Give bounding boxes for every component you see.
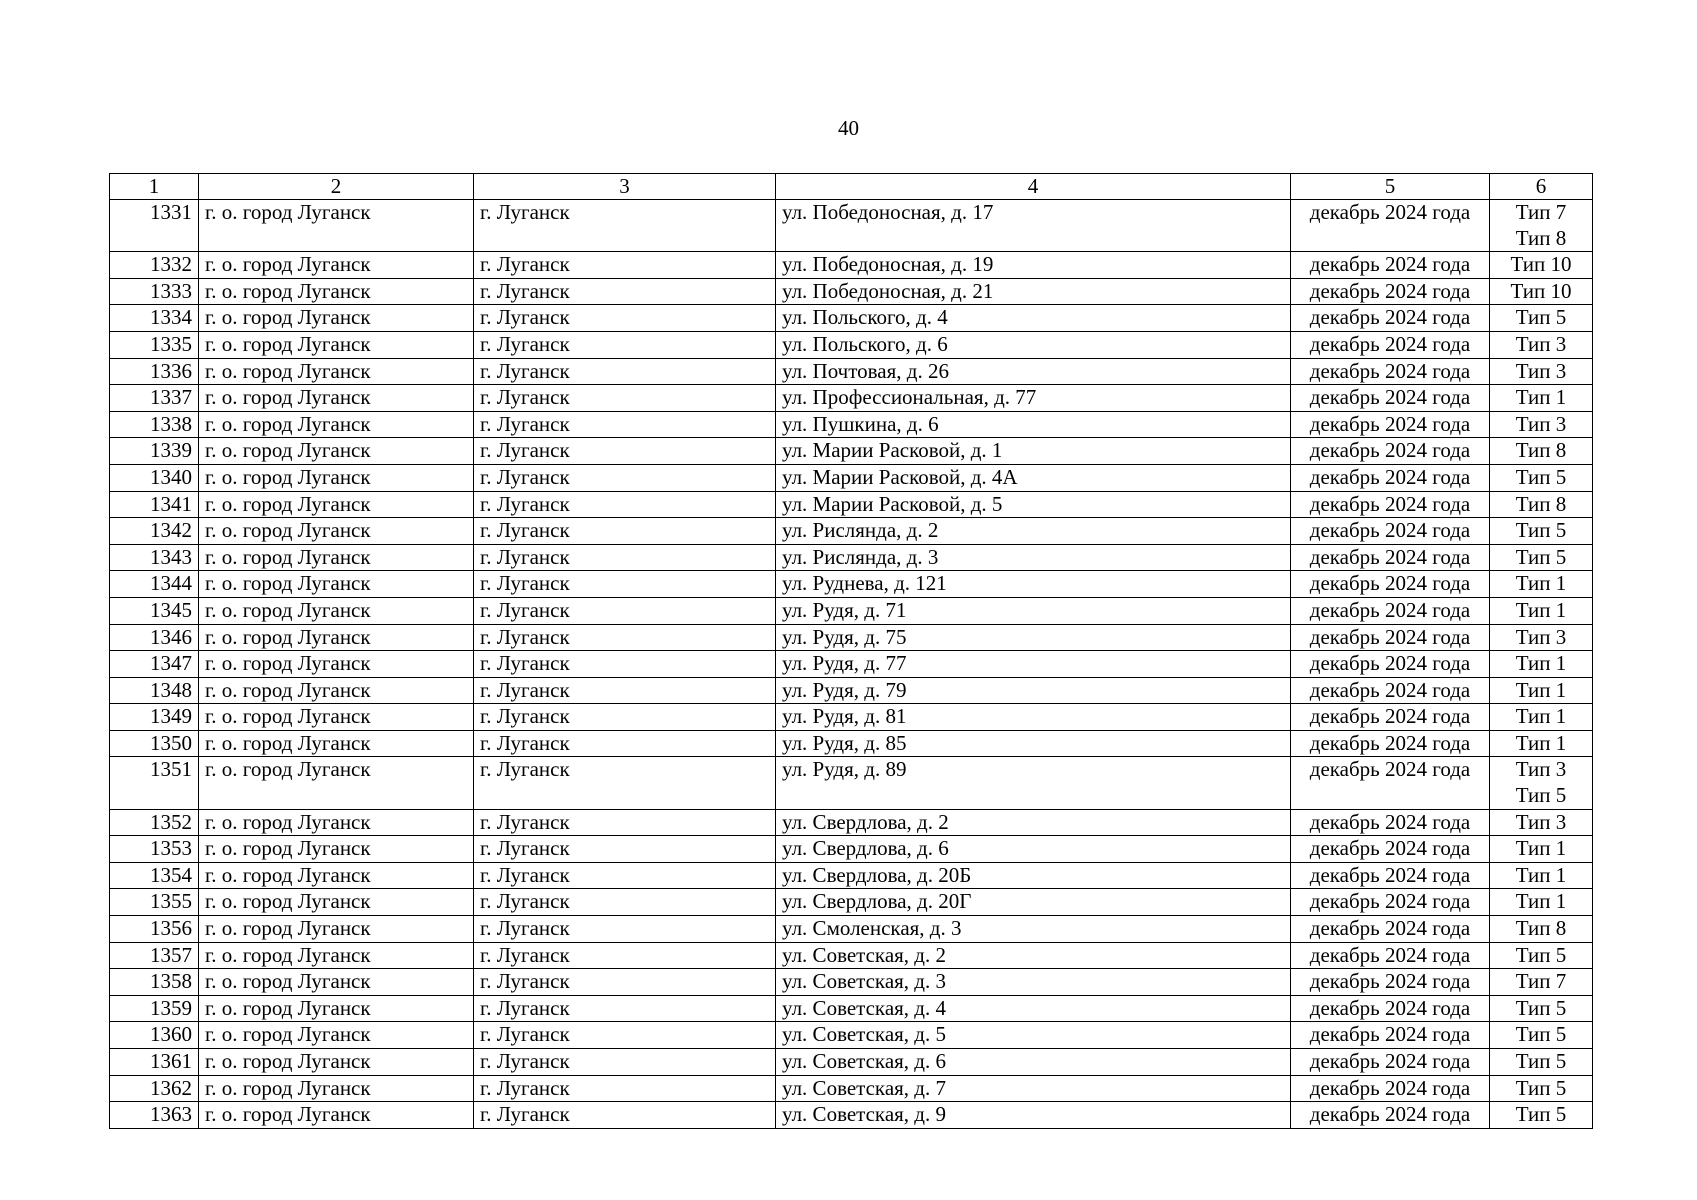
type-cell xyxy=(1490,651,1593,678)
address-cell: ул. Марии Расковой, д. 1 xyxy=(776,438,1291,465)
type-value: Тип 1 xyxy=(1515,704,1567,729)
table-row xyxy=(110,385,1593,412)
date-cell: декабрь 2024 года xyxy=(1291,491,1490,518)
date-cell: декабрь 2024 года xyxy=(1291,757,1490,809)
city-cell: г. Луганск xyxy=(474,677,776,704)
header-row xyxy=(110,174,1593,200)
address-cell: ул. Победоносная, д. 21 xyxy=(776,278,1291,305)
type-cell xyxy=(1490,438,1593,465)
type-value: Тип 5 xyxy=(1515,783,1567,808)
date-cell: декабрь 2024 года xyxy=(1291,464,1490,491)
type-cell xyxy=(1490,597,1593,624)
row-number-cell: 1356 xyxy=(110,916,199,943)
type-value: Тип 5 xyxy=(1515,1075,1567,1100)
district-cell: г. о. город Луганск xyxy=(199,491,474,518)
row-number-cell: 1354 xyxy=(110,862,199,889)
address-cell: ул. Рудя, д. 71 xyxy=(776,597,1291,624)
date-cell: декабрь 2024 года xyxy=(1291,1102,1490,1129)
type-value: Тип 10 xyxy=(1510,252,1572,277)
date-cell: декабрь 2024 года xyxy=(1291,1075,1490,1102)
row-number-cell: 1331 xyxy=(110,200,199,252)
table-row xyxy=(110,544,1593,571)
column-header-6: 6 xyxy=(1490,174,1593,200)
city-cell: г. Луганск xyxy=(474,651,776,678)
date-cell: декабрь 2024 года xyxy=(1291,385,1490,412)
type-value: Тип 1 xyxy=(1515,597,1567,622)
row-number-cell: 1357 xyxy=(110,942,199,969)
date-cell: декабрь 2024 года xyxy=(1291,889,1490,916)
district-cell: г. о. город Луганск xyxy=(199,278,474,305)
city-cell: г. Луганск xyxy=(474,809,776,836)
row-number-cell: 1348 xyxy=(110,677,199,704)
table-row xyxy=(110,305,1593,332)
table-header xyxy=(110,174,1593,200)
table-row xyxy=(110,757,1593,809)
address-cell: ул. Руднева, д. 121 xyxy=(776,571,1291,598)
address-cell: ул. Советская, д. 6 xyxy=(776,1049,1291,1076)
date-cell: декабрь 2024 года xyxy=(1291,438,1490,465)
type-cell xyxy=(1490,278,1593,305)
district-cell: г. о. город Луганск xyxy=(199,1022,474,1049)
date-cell: декабрь 2024 года xyxy=(1291,571,1490,598)
type-value: Тип 1 xyxy=(1515,677,1567,702)
type-value: Тип 8 xyxy=(1515,916,1567,941)
city-cell: г. Луганск xyxy=(474,836,776,863)
city-cell: г. Луганск xyxy=(474,358,776,385)
row-number-cell: 1346 xyxy=(110,624,199,651)
district-cell: г. о. город Луганск xyxy=(199,651,474,678)
type-value: Тип 1 xyxy=(1515,862,1567,887)
city-cell: г. Луганск xyxy=(474,411,776,438)
type-cell xyxy=(1490,730,1593,757)
district-cell: г. о. город Луганск xyxy=(199,995,474,1022)
row-number-cell: 1336 xyxy=(110,358,199,385)
type-cell xyxy=(1490,1049,1593,1076)
type-value: Тип 1 xyxy=(1515,889,1567,914)
type-cell xyxy=(1490,624,1593,651)
date-cell: декабрь 2024 года xyxy=(1291,518,1490,545)
district-cell: г. о. город Луганск xyxy=(199,518,474,545)
table-row xyxy=(110,704,1593,731)
address-cell: ул. Польского, д. 4 xyxy=(776,305,1291,332)
type-cell xyxy=(1490,862,1593,889)
table-body xyxy=(110,200,1593,1129)
address-cell: ул. Рислянда, д. 3 xyxy=(776,544,1291,571)
type-value: Тип 3 xyxy=(1515,358,1567,383)
district-cell: г. о. город Луганск xyxy=(199,889,474,916)
city-cell: г. Луганск xyxy=(474,200,776,252)
date-cell: декабрь 2024 года xyxy=(1291,1049,1490,1076)
table-row xyxy=(110,252,1593,279)
date-cell: декабрь 2024 года xyxy=(1291,278,1490,305)
column-header-3: 3 xyxy=(474,174,776,200)
date-cell: декабрь 2024 года xyxy=(1291,730,1490,757)
date-cell: декабрь 2024 года xyxy=(1291,358,1490,385)
date-cell: декабрь 2024 года xyxy=(1291,624,1490,651)
table-row xyxy=(110,464,1593,491)
city-cell: г. Луганск xyxy=(474,1049,776,1076)
address-cell: ул. Рудя, д. 85 xyxy=(776,730,1291,757)
type-value: Тип 5 xyxy=(1515,1049,1567,1073)
city-cell: г. Луганск xyxy=(474,624,776,651)
type-value: Тип 1 xyxy=(1515,651,1567,676)
district-cell: г. о. город Луганск xyxy=(199,305,474,332)
type-cell xyxy=(1490,704,1593,731)
table-row xyxy=(110,942,1593,969)
address-cell: ул. Победоносная, д. 19 xyxy=(776,252,1291,279)
table-row xyxy=(110,862,1593,889)
date-cell: декабрь 2024 года xyxy=(1291,544,1490,571)
page-number: 40 xyxy=(838,116,859,140)
address-cell: ул. Победоносная, д. 17 xyxy=(776,200,1291,252)
type-value: Тип 3 xyxy=(1515,809,1567,834)
column-header-5: 5 xyxy=(1291,174,1490,200)
table-row xyxy=(110,331,1593,358)
type-value: Тип 5 xyxy=(1515,518,1567,543)
district-cell: г. о. город Луганск xyxy=(199,252,474,279)
date-cell: декабрь 2024 года xyxy=(1291,969,1490,996)
type-value: Тип 3 xyxy=(1515,624,1567,649)
row-number-cell: 1355 xyxy=(110,889,199,916)
type-value: Тип 7 xyxy=(1515,969,1567,994)
table-row xyxy=(110,438,1593,465)
type-value: Тип 1 xyxy=(1515,571,1567,596)
row-number-cell: 1352 xyxy=(110,809,199,836)
table-row xyxy=(110,889,1593,916)
type-cell xyxy=(1490,836,1593,863)
district-cell: г. о. город Луганск xyxy=(199,358,474,385)
district-cell: г. о. город Луганск xyxy=(199,411,474,438)
address-cell: ул. Советская, д. 3 xyxy=(776,969,1291,996)
city-cell: г. Луганск xyxy=(474,491,776,518)
type-cell xyxy=(1490,252,1593,279)
row-number-cell: 1349 xyxy=(110,704,199,731)
type-value: Тип 5 xyxy=(1515,942,1567,967)
type-cell xyxy=(1490,464,1593,491)
row-number-cell: 1335 xyxy=(110,331,199,358)
type-value: Тип 3 xyxy=(1515,757,1567,782)
date-cell: декабрь 2024 года xyxy=(1291,995,1490,1022)
table-row xyxy=(110,278,1593,305)
city-cell: г. Луганск xyxy=(474,597,776,624)
address-cell: ул. Советская, д. 5 xyxy=(776,1022,1291,1049)
date-cell: декабрь 2024 года xyxy=(1291,411,1490,438)
date-cell: декабрь 2024 года xyxy=(1291,916,1490,943)
district-cell: г. о. город Луганск xyxy=(199,677,474,704)
date-cell: декабрь 2024 года xyxy=(1291,305,1490,332)
type-value: Тип 5 xyxy=(1515,1022,1567,1047)
row-number-cell: 1340 xyxy=(110,464,199,491)
date-cell: декабрь 2024 года xyxy=(1291,836,1490,863)
city-cell: г. Луганск xyxy=(474,916,776,943)
type-value: Тип 5 xyxy=(1515,305,1567,330)
table-row xyxy=(110,1075,1593,1102)
district-cell: г. о. город Луганск xyxy=(199,571,474,598)
date-cell: декабрь 2024 года xyxy=(1291,862,1490,889)
district-cell: г. о. город Луганск xyxy=(199,862,474,889)
city-cell: г. Луганск xyxy=(474,757,776,809)
address-cell: ул. Польского, д. 6 xyxy=(776,331,1291,358)
district-cell: г. о. город Луганск xyxy=(199,1049,474,1076)
table-row xyxy=(110,995,1593,1022)
city-cell: г. Луганск xyxy=(474,571,776,598)
address-cell: ул. Рудя, д. 77 xyxy=(776,651,1291,678)
address-cell: ул. Советская, д. 4 xyxy=(776,995,1291,1022)
table-row xyxy=(110,491,1593,518)
address-cell: ул. Смоленская, д. 3 xyxy=(776,916,1291,943)
city-cell: г. Луганск xyxy=(474,385,776,412)
city-cell: г. Луганск xyxy=(474,1022,776,1049)
type-value: Тип 7 xyxy=(1515,200,1567,224)
type-value: Тип 5 xyxy=(1515,995,1567,1020)
date-cell: декабрь 2024 года xyxy=(1291,942,1490,969)
district-cell: г. о. город Луганск xyxy=(199,464,474,491)
row-number-cell: 1363 xyxy=(110,1102,199,1129)
row-number-cell: 1345 xyxy=(110,597,199,624)
district-cell: г. о. город Луганск xyxy=(199,942,474,969)
address-cell: ул. Профессиональная, д. 77 xyxy=(776,385,1291,412)
table-row xyxy=(110,730,1593,757)
date-cell: декабрь 2024 года xyxy=(1291,1022,1490,1049)
address-cell: ул. Советская, д. 2 xyxy=(776,942,1291,969)
type-value: Тип 1 xyxy=(1515,385,1567,410)
type-cell xyxy=(1490,1075,1593,1102)
type-value: Тип 3 xyxy=(1515,331,1567,356)
table-row xyxy=(110,836,1593,863)
type-value: Тип 5 xyxy=(1515,1102,1567,1127)
district-cell: г. о. город Луганск xyxy=(199,438,474,465)
row-number-cell: 1343 xyxy=(110,544,199,571)
city-cell: г. Луганск xyxy=(474,331,776,358)
address-cell: ул. Почтовая, д. 26 xyxy=(776,358,1291,385)
table-row xyxy=(110,200,1593,252)
date-cell: декабрь 2024 года xyxy=(1291,331,1490,358)
city-cell: г. Луганск xyxy=(474,518,776,545)
city-cell: г. Луганск xyxy=(474,438,776,465)
table-row xyxy=(110,597,1593,624)
type-cell xyxy=(1490,916,1593,943)
type-cell xyxy=(1490,411,1593,438)
row-number-cell: 1338 xyxy=(110,411,199,438)
type-cell xyxy=(1490,969,1593,996)
row-number-cell: 1333 xyxy=(110,278,199,305)
row-number-cell: 1360 xyxy=(110,1022,199,1049)
address-cell: ул. Свердлова, д. 2 xyxy=(776,809,1291,836)
address-cell: ул. Свердлова, д. 6 xyxy=(776,836,1291,863)
column-header-4: 4 xyxy=(776,174,1291,200)
row-number-cell: 1359 xyxy=(110,995,199,1022)
type-value: Тип 1 xyxy=(1515,836,1567,861)
date-cell: декабрь 2024 года xyxy=(1291,651,1490,678)
row-number-cell: 1353 xyxy=(110,836,199,863)
city-cell: г. Луганск xyxy=(474,1102,776,1129)
city-cell: г. Луганск xyxy=(474,889,776,916)
date-cell: декабрь 2024 года xyxy=(1291,809,1490,836)
district-cell: г. о. город Луганск xyxy=(199,597,474,624)
table-row xyxy=(110,571,1593,598)
type-cell xyxy=(1490,677,1593,704)
district-cell: г. о. город Луганск xyxy=(199,969,474,996)
table-row xyxy=(110,1102,1593,1129)
address-cell: ул. Марии Расковой, д. 5 xyxy=(776,491,1291,518)
type-cell xyxy=(1490,889,1593,916)
type-cell xyxy=(1490,1102,1593,1129)
type-cell xyxy=(1490,385,1593,412)
city-cell: г. Луганск xyxy=(474,704,776,731)
district-cell: г. о. город Луганск xyxy=(199,385,474,412)
city-cell: г. Луганск xyxy=(474,544,776,571)
district-cell: г. о. город Луганск xyxy=(199,704,474,731)
type-value: Тип 5 xyxy=(1515,544,1567,569)
column-header-2: 2 xyxy=(199,174,474,200)
address-cell: ул. Свердлова, д. 20Б xyxy=(776,862,1291,889)
table-row xyxy=(110,624,1593,651)
registry-table xyxy=(109,173,1593,1129)
date-cell: декабрь 2024 года xyxy=(1291,252,1490,279)
row-number-cell: 1334 xyxy=(110,305,199,332)
type-cell xyxy=(1490,809,1593,836)
type-value: Тип 8 xyxy=(1515,491,1567,516)
district-cell: г. о. город Луганск xyxy=(199,331,474,358)
row-number-cell: 1337 xyxy=(110,385,199,412)
type-cell xyxy=(1490,995,1593,1022)
row-number-cell: 1339 xyxy=(110,438,199,465)
city-cell: г. Луганск xyxy=(474,995,776,1022)
address-cell: ул. Рудя, д. 75 xyxy=(776,624,1291,651)
type-value: Тип 3 xyxy=(1515,411,1567,436)
type-cell xyxy=(1490,757,1593,809)
city-cell: г. Луганск xyxy=(474,969,776,996)
table-row xyxy=(110,411,1593,438)
district-cell: г. о. город Луганск xyxy=(199,809,474,836)
district-cell: г. о. город Луганск xyxy=(199,1102,474,1129)
row-number-cell: 1341 xyxy=(110,491,199,518)
district-cell: г. о. город Луганск xyxy=(199,624,474,651)
row-number-cell: 1361 xyxy=(110,1049,199,1076)
type-value: Тип 5 xyxy=(1515,464,1567,489)
type-value: Тип 10 xyxy=(1510,278,1572,303)
address-cell: ул. Советская, д. 9 xyxy=(776,1102,1291,1129)
type-cell xyxy=(1490,200,1593,252)
type-cell xyxy=(1490,1022,1593,1049)
address-cell: ул. Советская, д. 7 xyxy=(776,1075,1291,1102)
column-header-1: 1 xyxy=(110,174,199,200)
district-cell: г. о. город Луганск xyxy=(199,757,474,809)
row-number-cell: 1351 xyxy=(110,757,199,809)
type-value: Тип 1 xyxy=(1515,730,1567,755)
district-cell: г. о. город Луганск xyxy=(199,916,474,943)
type-cell xyxy=(1490,571,1593,598)
address-cell: ул. Свердлова, д. 20Г xyxy=(776,889,1291,916)
address-cell: ул. Рудя, д. 81 xyxy=(776,704,1291,731)
row-number-cell: 1350 xyxy=(110,730,199,757)
row-number-cell: 1358 xyxy=(110,969,199,996)
city-cell: г. Луганск xyxy=(474,1075,776,1102)
district-cell: г. о. город Луганск xyxy=(199,1075,474,1102)
row-number-cell: 1332 xyxy=(110,252,199,279)
type-cell xyxy=(1490,491,1593,518)
table-row xyxy=(110,1022,1593,1049)
table-row xyxy=(110,809,1593,836)
address-cell: ул. Рудя, д. 89 xyxy=(776,757,1291,809)
city-cell: г. Луганск xyxy=(474,252,776,279)
type-value: Тип 8 xyxy=(1515,225,1567,250)
table-row xyxy=(110,1049,1593,1076)
row-number-cell: 1344 xyxy=(110,571,199,598)
table-row xyxy=(110,916,1593,943)
type-cell xyxy=(1490,942,1593,969)
table-row xyxy=(110,518,1593,545)
date-cell: декабрь 2024 года xyxy=(1291,597,1490,624)
row-number-cell: 1342 xyxy=(110,518,199,545)
type-cell xyxy=(1490,358,1593,385)
city-cell: г. Луганск xyxy=(474,730,776,757)
address-cell: ул. Пушкина, д. 6 xyxy=(776,411,1291,438)
table-row xyxy=(110,358,1593,385)
type-value: Тип 8 xyxy=(1515,438,1567,463)
type-cell xyxy=(1490,544,1593,571)
address-cell: ул. Марии Расковой, д. 4А xyxy=(776,464,1291,491)
district-cell: г. о. город Луганск xyxy=(199,730,474,757)
city-cell: г. Луганск xyxy=(474,862,776,889)
date-cell: декабрь 2024 года xyxy=(1291,704,1490,731)
address-cell: ул. Рудя, д. 79 xyxy=(776,677,1291,704)
type-cell xyxy=(1490,305,1593,332)
city-cell: г. Луганск xyxy=(474,464,776,491)
district-cell: г. о. город Луганск xyxy=(199,836,474,863)
row-number-cell: 1347 xyxy=(110,651,199,678)
date-cell: декабрь 2024 года xyxy=(1291,200,1490,252)
row-number-cell: 1362 xyxy=(110,1075,199,1102)
city-cell: г. Луганск xyxy=(474,942,776,969)
type-cell xyxy=(1490,331,1593,358)
table-row xyxy=(110,969,1593,996)
district-cell: г. о. город Луганск xyxy=(199,544,474,571)
table-row xyxy=(110,677,1593,704)
type-cell xyxy=(1490,518,1593,545)
table-row xyxy=(110,651,1593,678)
city-cell: г. Луганск xyxy=(474,305,776,332)
district-cell: г. о. город Луганск xyxy=(199,200,474,252)
address-cell: ул. Рислянда, д. 2 xyxy=(776,518,1291,545)
city-cell: г. Луганск xyxy=(474,278,776,305)
date-cell: декабрь 2024 года xyxy=(1291,677,1490,704)
